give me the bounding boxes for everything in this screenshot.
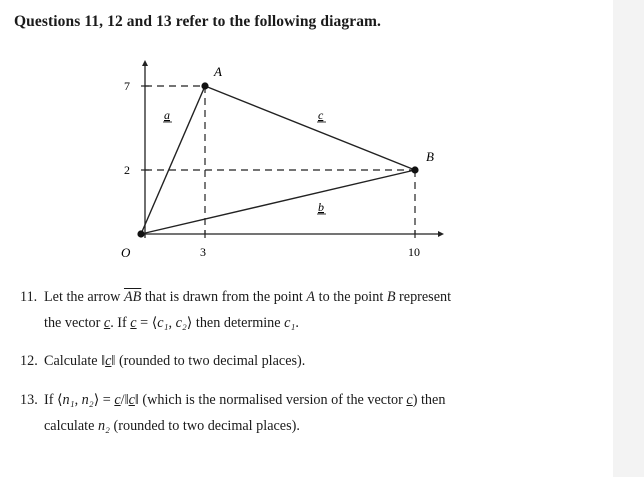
question-12 (20, 348, 610, 374)
math-run: n₁ (62, 392, 75, 408)
text-run: . (295, 315, 299, 331)
point-B (411, 166, 418, 173)
text-run: ‖ (rounded to two decimal places). (111, 353, 306, 369)
vector-symbol: c (103, 315, 111, 331)
vector-symbol: c (114, 392, 121, 408)
vector-symbol: c (128, 392, 135, 408)
vector-c-line (205, 86, 415, 170)
arrow-AB: $\overline{AB}$ (123, 289, 142, 305)
origin-label: O (121, 245, 131, 260)
vector-b-label: b (318, 200, 324, 214)
text-run: to the point (315, 289, 387, 305)
vector-a-label: a (164, 108, 170, 122)
point-A (201, 82, 208, 89)
point-B-label: B (426, 149, 434, 164)
vector-c-label: c (318, 108, 324, 122)
question-number: 11. (20, 289, 38, 305)
math-run: n₂ (81, 392, 94, 408)
vector-b-line (141, 170, 415, 234)
text-run: = ⟨ (136, 315, 158, 331)
text-run: (rounded to two decimal places). (109, 418, 300, 434)
math-run: n₂ (97, 418, 110, 434)
point-O (137, 230, 144, 237)
y-tick-label-2: 2 (124, 163, 130, 177)
text-run: , (168, 315, 176, 331)
text-run: that is drawn from the point (141, 289, 307, 305)
text-run: Calculate ‖ (44, 353, 106, 369)
math-run: c₁ (284, 315, 296, 331)
x-tick-label-3: 3 (200, 245, 206, 259)
text-run: the vector (44, 315, 104, 331)
y-tick-label-7: 7 (124, 79, 130, 93)
math-run: B (386, 289, 396, 305)
text-run: Let the arrow (44, 289, 124, 305)
vector-symbol: c (130, 315, 137, 331)
text-run: . If (110, 315, 131, 331)
point-A-label: A (214, 64, 222, 79)
page-heading: Questions 11, 12 and 13 refer to the following diagram. (14, 13, 382, 30)
math-run: c₁ (157, 315, 169, 331)
text-run: represent (395, 289, 452, 305)
text-run: ⟩ then determine (186, 315, 285, 331)
x-tick-label-10: 10 (408, 245, 420, 259)
question-number: 13. (20, 392, 38, 408)
math-run: A (306, 289, 316, 305)
y-axis-arrowhead (142, 60, 148, 66)
vector-symbol: c (406, 392, 413, 408)
question-13 (20, 387, 610, 439)
vector-a-line (141, 86, 205, 234)
text-run: calculate (44, 418, 98, 434)
math-run: c₂ (175, 315, 187, 331)
text-run: ) then (412, 392, 446, 408)
text-run: ‖ (which is the normalised version of the vector (134, 392, 407, 408)
question-number: 12. (20, 353, 38, 369)
vector-symbol: c (105, 353, 112, 369)
text-run: If ⟨ (44, 392, 63, 408)
text-run: ⟩ = (93, 392, 115, 408)
x-axis-arrowhead (438, 231, 444, 237)
text-run: /‖ (120, 392, 129, 408)
text-run: , (74, 392, 82, 408)
question-11 (20, 284, 610, 336)
